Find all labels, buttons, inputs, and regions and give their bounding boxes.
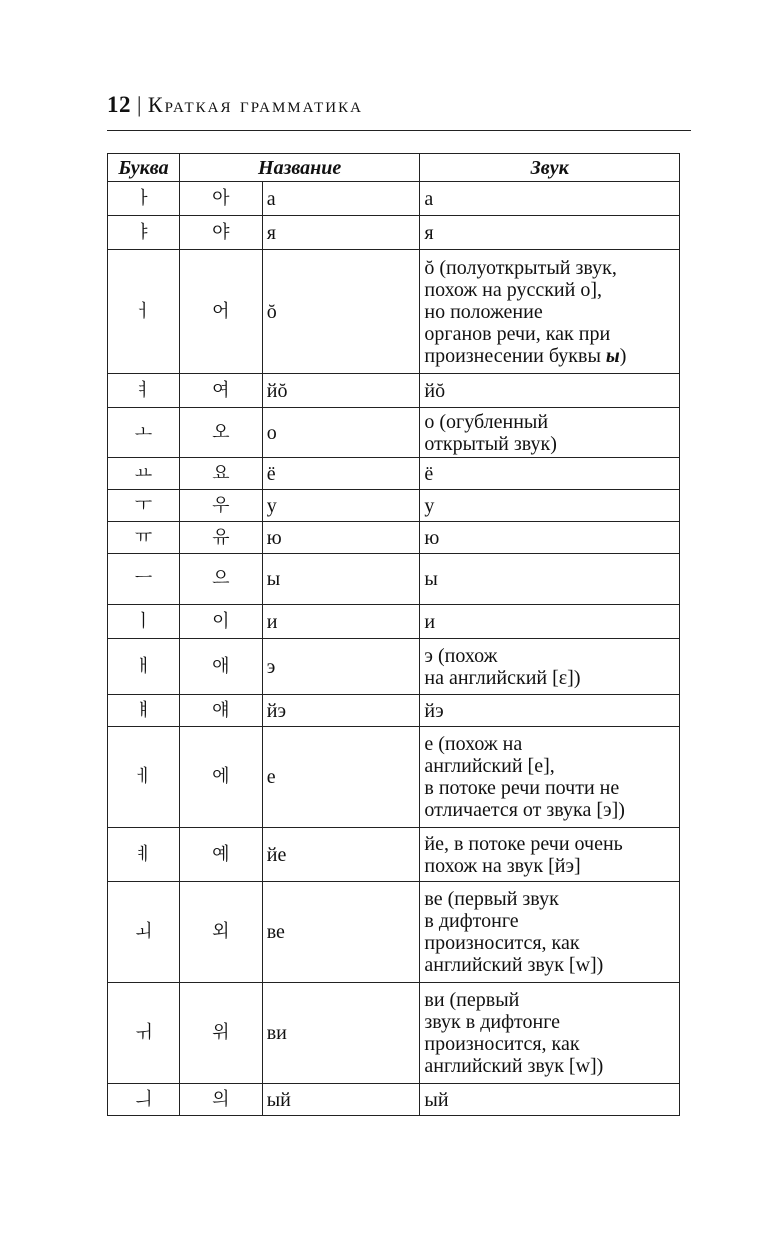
- name-cell: ый: [262, 1084, 420, 1116]
- table-row: [108, 695, 680, 727]
- sound-text: ё: [424, 462, 434, 485]
- header-sound: Звук: [420, 154, 680, 182]
- sound-text: ŏ (полуоткрытый звук, похож на русский о], но положение органов речи, как при произнесении буквы: [424, 256, 617, 367]
- table-row: [108, 828, 680, 882]
- name-cell: ве: [262, 882, 420, 983]
- letter-cell: ㅜ: [108, 490, 180, 522]
- sound-text: а: [424, 187, 434, 210]
- sound-cell: [420, 695, 680, 727]
- name-cell: ы: [262, 554, 420, 605]
- table-row: [108, 727, 680, 828]
- table-row: [108, 882, 680, 983]
- sound-cell: [420, 250, 680, 374]
- sound-emphasis: ы: [605, 344, 620, 367]
- letter-cell: ㅓ: [108, 250, 180, 374]
- letter-cell: ㅠ: [108, 522, 180, 554]
- sound-text: у: [424, 494, 435, 517]
- header-rule: [107, 130, 691, 131]
- syllable-cell: 오: [179, 408, 262, 458]
- name-cell: ё: [262, 458, 420, 490]
- sound-cell: [420, 182, 680, 216]
- table-row: [108, 490, 680, 522]
- sound-cell: [420, 490, 680, 522]
- name-cell: и: [262, 605, 420, 639]
- table-row: [108, 554, 680, 605]
- syllable-cell: 으: [179, 554, 262, 605]
- sound-text: ы: [424, 568, 438, 590]
- sound-text: йе, в потоке речи очень похож на звук [йэ]: [424, 832, 623, 877]
- table-row: [108, 983, 680, 1084]
- table-row: [108, 1084, 680, 1116]
- sound-cell: [420, 882, 680, 983]
- name-cell: а: [262, 182, 420, 216]
- vowel-table: [107, 153, 680, 1116]
- sound-text: йэ: [424, 699, 444, 722]
- table-row: [108, 216, 680, 250]
- name-cell: йŏ: [262, 374, 420, 408]
- syllable-cell: 요: [179, 458, 262, 490]
- letter-cell: ㅚ: [108, 882, 180, 983]
- table-header-row: [108, 154, 680, 182]
- table-row: [108, 250, 680, 374]
- letter-cell: ㅕ: [108, 374, 180, 408]
- name-cell: ю: [262, 522, 420, 554]
- name-cell: йэ: [262, 695, 420, 727]
- table-row: [108, 408, 680, 458]
- letter-cell: ㅒ: [108, 695, 180, 727]
- header-letter: Буква: [108, 154, 180, 182]
- name-cell: е: [262, 727, 420, 828]
- sound-text: ве (первый звук в дифтонге произносится, как английский звук [w]): [424, 888, 604, 976]
- syllable-cell: 외: [179, 882, 262, 983]
- sound-text: я: [424, 221, 434, 244]
- sound-text: о (огубленный открытый звук): [424, 410, 557, 455]
- letter-cell: ㅔ: [108, 727, 180, 828]
- sound-text: е (похож на английский [e], в потоке речи почти не отличается от звука [э]): [424, 733, 625, 821]
- letter-cell: ㅢ: [108, 1084, 180, 1116]
- sound-cell: [420, 374, 680, 408]
- letter-cell: ㅛ: [108, 458, 180, 490]
- letter-cell: ㅗ: [108, 408, 180, 458]
- syllable-cell: 예: [179, 828, 262, 882]
- sound-cell: [420, 408, 680, 458]
- sound-tail: ): [619, 344, 627, 367]
- syllable-cell: 에: [179, 727, 262, 828]
- table-row: [108, 522, 680, 554]
- letter-cell: ㅣ: [108, 605, 180, 639]
- syllable-cell: 유: [179, 522, 262, 554]
- sound-text: ый: [424, 1088, 449, 1111]
- running-title: Краткая грамматика: [147, 92, 363, 117]
- name-cell: йе: [262, 828, 420, 882]
- page-number: 12: [107, 92, 131, 117]
- sound-cell: [420, 458, 680, 490]
- header-name: Название: [179, 154, 419, 182]
- letter-cell: ㅑ: [108, 216, 180, 250]
- sound-text: йŏ: [424, 379, 446, 402]
- letter-cell: ㅡ: [108, 554, 180, 605]
- syllable-cell: 애: [179, 639, 262, 695]
- syllable-cell: 위: [179, 983, 262, 1084]
- sound-cell: [420, 727, 680, 828]
- syllable-cell: 어: [179, 250, 262, 374]
- name-cell: о: [262, 408, 420, 458]
- sound-cell: [420, 554, 680, 605]
- sound-cell: [420, 216, 680, 250]
- letter-cell: ㅏ: [108, 182, 180, 216]
- syllable-cell: 여: [179, 374, 262, 408]
- sound-text: и: [424, 610, 436, 633]
- syllable-cell: 의: [179, 1084, 262, 1116]
- syllable-cell: 아: [179, 182, 262, 216]
- syllable-cell: 야: [179, 216, 262, 250]
- letter-cell: ㅐ: [108, 639, 180, 695]
- syllable-cell: 우: [179, 490, 262, 522]
- table-row: [108, 374, 680, 408]
- sound-text: ви (первый звук в дифтонге произносится, как английский звук [w]): [424, 989, 604, 1077]
- syllable-cell: 이: [179, 605, 262, 639]
- page-header: [107, 92, 691, 118]
- sound-cell: [420, 639, 680, 695]
- table-row: [108, 639, 680, 695]
- sound-cell: [420, 1084, 680, 1116]
- sound-cell: [420, 522, 680, 554]
- sound-text: э (похож на английский [ɛ]): [424, 644, 581, 689]
- letter-cell: ㅟ: [108, 983, 180, 1084]
- table-row: [108, 458, 680, 490]
- name-cell: у: [262, 490, 420, 522]
- sound-cell: [420, 983, 680, 1084]
- syllable-cell: 얘: [179, 695, 262, 727]
- name-cell: ви: [262, 983, 420, 1084]
- name-cell: ŏ: [262, 250, 420, 374]
- table-row: [108, 605, 680, 639]
- header-separator: |: [137, 92, 142, 117]
- table-row: [108, 182, 680, 216]
- sound-cell: [420, 828, 680, 882]
- name-cell: э: [262, 639, 420, 695]
- name-cell: я: [262, 216, 420, 250]
- letter-cell: ㅖ: [108, 828, 180, 882]
- sound-cell: [420, 605, 680, 639]
- sound-text: ю: [424, 526, 440, 549]
